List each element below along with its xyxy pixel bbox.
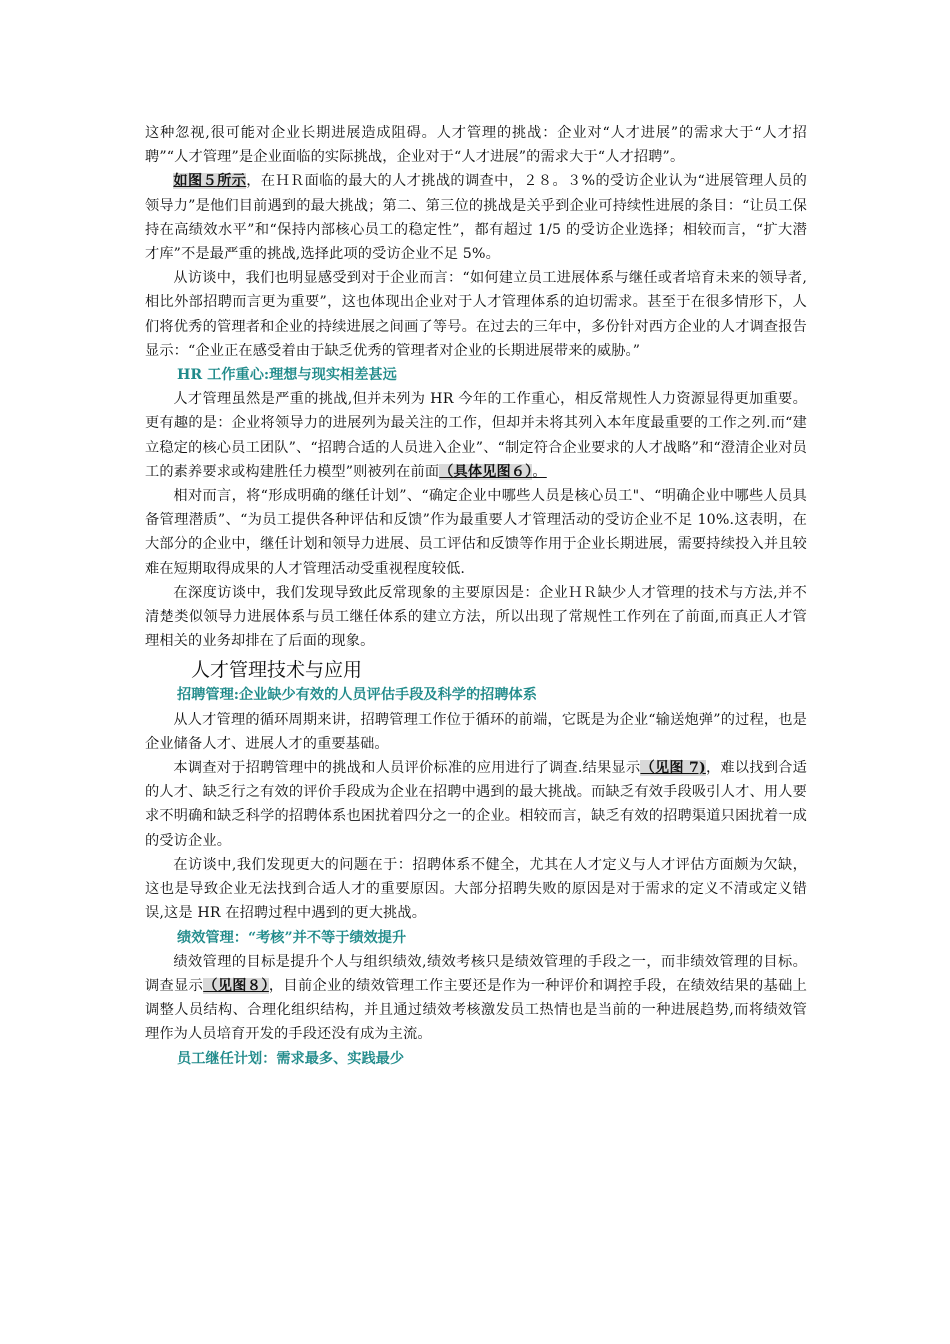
subheading-hr-focus: HR 工作重心:理想与现实相差甚远 [177,367,397,384]
paragraph-4-end: 。 [532,463,547,480]
paragraph-7: 从人才管理的循环周期来讲，招聘管理工作位于循环的前端，它既是为企业“输送炮弹”的过程，也是企业储备人才、进展人才的重要基础。 [145,711,807,752]
paragraph-4-text: 人才管理虽然是严重的挑战,但并未列为 HR 今年的工作重心，相反常规性人力资源显得更加重要。更有趣的是：企业将领导力的进展列为最关注的工作，但却并未将其列入本年度最重要的工作之列.而“建立稳定的核心员工团队”、“招聘合适的人员进入企业”、“制定符合企业要求的人才战略”和“澄清企业对员工的素养要求或构建胜任力模型”则被列在前面 [145,391,807,480]
paragraph-9: 在访谈中,我们发现更大的问题在于：招聘体系不健全，尤其在人才定义与人才评估方面颇为欠缺，这也是导致企业无法找到合适人才的重要原因。大部分招聘失败的原因是对于需求的定义不清或定义错误,这是 HR 在招聘过程中遇到的更大挑战。 [145,856,807,922]
paragraph-3: 从访谈中，我们也明显感受到对于企业而言：“如何建立员工进展体系与继任或者培育未来的领导者,相比外部招聘而言更为重要”，这也体现出企业对于人才管理体系的迫切需求。甚至于在很多情形下，人们将优秀的管理者和企业的持续进展之间画了等号。在过去的三年中，多份针对西方企业的人才调查报告显示：“企业正在感受着由于缺乏优秀的管理者对企业的长期进展带来的威胁。” [145,270,807,359]
figure-ref-6[interactable]: （具体见图６） [439,463,533,480]
section-title: 人才管理技术与应用 [191,659,363,682]
paragraph-8 [145,756,807,853]
paragraph-6: 在深度访谈中，我们发现导致此反常现象的主要原因是：企业ＨＲ缺少人才管理的技术与方法,并不清楚类似领导力进展体系与员工继任体系的建立方法，所以出现了常规性工作列在了前面,而真正人才管理相关的业务却排在了后面的现象。 [145,584,807,650]
paragraph-2-text: ，在ＨＲ面临的最大的人才挑战的调查中，２８。３%的受访企业认为“进展管理人员的领导力”是他们目前遇到的最大挑战；第二、第三位的挑战是关乎到企业可持续性进展的条目：“让员工保持在高绩效水平”和“保持内部核心员工的稳定性”，都有超过 1/5 的受访企业选择；相较而言，“扩大潜才库”不是最严重的挑战,选择此项的受访企业不足 5%。 [145,173,807,263]
paragraph-1: 这种忽视,很可能对企业长期进展造成阻碍。人才管理的挑战：企业对“人才进展”的需求大于“人才招聘”“人才管理”是企业面临的实际挑战，企业对于“人才进展”的需求大于“人才招聘”。 [145,125,807,166]
paragraph-5: 相对而言，将“形成明确的继任计划”、“确定企业中哪些人员是核心员工"、“明确企业中哪些人员具备管理潜质”、“为员工提供各种评估和反馈”作为最重要人才管理活动的受访企业不足 10%.这表明，在大部分的企业中，继任计划和领导力进展、员工评估和反馈等作用于企业长期进展，需要持续投入并且较难在短期取得成果的人才管理活动受重视程度较低. [145,488,807,577]
paragraph-10-rest: ，目前企业的绩效管理工作主要还是作为一种评价和调控手段，在绩效结果的基础上调整人员结构、合理化组织结构，并且通过绩效考核激发员工热情也是当前的一种进展趋势,而将绩效管理作为人员培育开发的手段还没有成为主流。 [145,977,807,1043]
figure-ref-8[interactable]: （见图８） [203,977,269,994]
subheading-succession: 员工继任计划：需求最多、实践最少 [177,1050,405,1067]
figure-ref-7[interactable]: （见图 7) [640,760,706,777]
paragraph-2 [145,169,807,266]
figure-ref-5[interactable]: 如图５所示 [173,173,247,190]
paragraph-8-rest: ，难以找到合适的人才、缺乏行之有效的评价手段成为企业在招聘中遇到的最大挑战。而缺乏有效手段吸引人才、用人要求不明确和缺乏科学的招聘体系也困扰着四分之一的企业。相较而言，缺乏有效的招聘渠道只困扰着一成的受访企业。 [145,760,807,849]
paragraph-8-text: 本调查对于招聘管理中的挑战和人员评价标准的应用进行了调查.结果显示 [173,760,641,777]
paragraph-10-text: 绩效管理的目标是提升个人与组织绩效,绩效考核只是绩效管理的手段之一，而非绩效管理的目标。调查显示 [145,953,807,994]
subheading-performance: 绩效管理：“考核”并不等于绩效提升 [177,929,407,946]
paragraph-4 [145,387,807,484]
subheading-recruitment: 招聘管理:企业缺少有效的人员评估手段及科学的招聘体系 [177,687,537,704]
paragraph-10 [145,950,807,1047]
document-body [145,121,807,1071]
